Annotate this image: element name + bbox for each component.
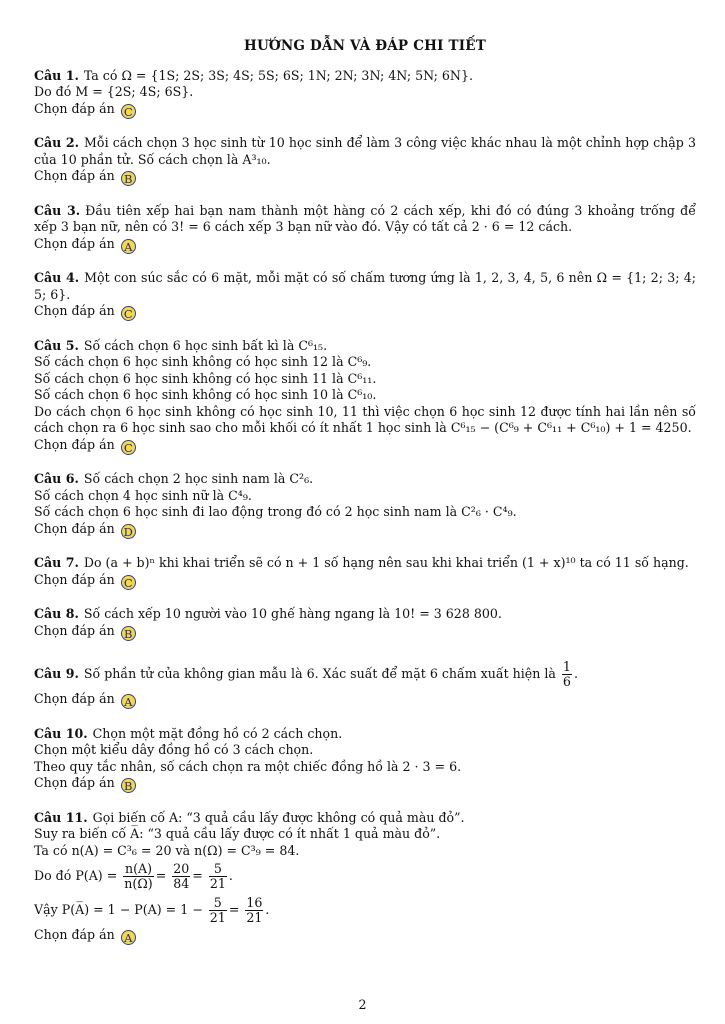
question-3 xyxy=(34,203,696,254)
solution-line: Số cách chọn 6 học sinh không có học sinh 11 là C⁶₁₁. xyxy=(34,370,377,386)
question-number: Câu 3. xyxy=(34,202,81,218)
fraction xyxy=(123,862,153,891)
question-number: Câu 4. xyxy=(34,270,80,285)
question-11 xyxy=(34,810,696,946)
fraction-numerator: 5 xyxy=(209,896,227,911)
question-9: Câu 9. Số phần tử của không gian mẫu là 6. Xác suất để mặt 6 chấm xuất hiện là $\frac{1}{6}$ . Chọn đáp án A xyxy=(34,659,578,709)
answer-prefix: Chọn đáp án xyxy=(34,168,115,183)
answer-badge: C xyxy=(121,575,136,590)
answer-prefix: Chọn đáp án xyxy=(34,436,115,452)
calc-lhs: Do đó P(A) = xyxy=(34,868,118,883)
answer-prefix: Chọn đáp án xyxy=(34,235,115,251)
question-4 xyxy=(34,270,696,321)
fraction-denominator: n(Ω) xyxy=(124,876,153,891)
answer-prefix: Chọn đáp án xyxy=(34,303,115,318)
fraction-numerator: 16 xyxy=(246,895,263,910)
page-title: HƯỚNG DẪN VÀ ĐÁP CHI TIẾT xyxy=(243,38,486,54)
question-number: Câu 7. xyxy=(34,555,79,570)
solution-line: Ta có Ω = {1S; 2S; 3S; 4S; 5S; 6S; 1N; 2N; 3N; 4N; 5N; 6N}. xyxy=(83,67,473,83)
fraction xyxy=(245,896,263,925)
solution-line: Do (a + b)ⁿ khi khai triển sẽ có n + 1 số hạng nên sau khi khai triển (1 + x)¹⁰ ta có 11 số hạng. xyxy=(83,555,689,570)
answer-prefix: Chọn đáp án xyxy=(34,520,115,536)
fraction xyxy=(209,862,227,891)
fraction-numerator: n(A) xyxy=(124,861,153,876)
answer-badge: B xyxy=(121,778,136,793)
calc-line-2: Vậy P(A̅) = 1 − P(A) = 1 − $\frac{5}{21}$ = $\frac{16}{21}$ . xyxy=(34,895,270,925)
answer-badge: A xyxy=(121,694,136,709)
answer-badge: C xyxy=(121,440,136,455)
solution-line: Chọn một mặt đồng hồ có 2 cách chọn. xyxy=(92,725,343,741)
solution-line: Đầu tiên xếp hai bạn nam thành một hàng có 2 cách xếp, khi đó có đúng 3 khoảng trống để xếp 3 bạn nữ, nên có 3! = 6 cách xếp 3 bạn nữ vào đó. Vậy có tất cả 2 · 6 = 12 cách. xyxy=(34,202,696,234)
solution-line: Một con súc sắc có 6 mặt, mỗi mặt có số chấm tương ứng là 1, 2, 3, 4, 5, 6 nên Ω = {1; 2; 3; 4; 5; 6}. xyxy=(34,270,697,302)
fraction-numerator: 5 xyxy=(209,862,227,877)
answer-prefix: Chọn đáp án xyxy=(34,775,115,790)
answer-prefix: Chọn đáp án xyxy=(34,622,115,638)
page-number: 2 xyxy=(358,997,367,1012)
fraction-denominator: 84 xyxy=(173,876,190,891)
fraction-denominator: 6 xyxy=(562,674,571,689)
solution-line: Ta có n(A) = C³₆ = 20 và n(Ω) = C³₉ = 84. xyxy=(34,842,300,858)
answer-prefix: Chọn đáp án xyxy=(34,100,115,116)
solution-line: Số cách chọn 6 học sinh đi lao động trong đó có 2 học sinh nam là C²₆ · C⁴₉. xyxy=(34,504,517,519)
answer-prefix: Chọn đáp án xyxy=(34,571,115,587)
solution-line: Gọi biến cố A: “3 quả cầu lấy được không có quả màu đỏ”. xyxy=(92,809,465,825)
document-page xyxy=(34,0,696,962)
question-number: Câu 9. xyxy=(34,666,79,681)
solution-line: Do cách chọn 6 học sinh không có học sinh 10, 11 thì việc chọn 6 học sinh 12 được tính hai lần nên số cách chọn ra 6 học sinh sao cho mỗi khối có ít nhất 1 học sinh là C⁶₁₅ − (C⁶₉ + C⁶₁₁ + C⁶₁₀) + 1 = 4250. xyxy=(34,403,696,435)
question-5 xyxy=(34,338,696,455)
question-10 xyxy=(34,726,696,794)
solution-line: Chọn một kiểu dây đồng hồ có 3 cách chọn. xyxy=(34,742,314,757)
question-1 xyxy=(34,68,696,119)
answer-prefix: Chọn đáp án xyxy=(34,927,115,942)
fraction xyxy=(209,896,227,925)
solution-line: Số cách chọn 2 học sinh nam là C²₆. xyxy=(83,471,314,486)
solution-line: Số cách chọn 6 học sinh bất kì là C⁶₁₅. xyxy=(83,337,328,353)
question-number: Câu 6. xyxy=(34,471,79,486)
question-number: Câu 8. xyxy=(34,606,79,621)
fraction-denominator: 21 xyxy=(209,876,226,891)
solution-line: Số cách chọn 6 học sinh không có học sinh 10 là C⁶₁₀. xyxy=(34,387,377,402)
fraction-numerator: 20 xyxy=(173,861,190,876)
question-number: Câu 5. xyxy=(34,337,79,353)
solution-line: Số cách xếp 10 người vào 10 ghế hàng ngang là 10! = 3 628 800. xyxy=(83,606,502,621)
question-number: Câu 1. xyxy=(34,67,79,83)
question-2 xyxy=(34,135,696,186)
solution-line: Số cách chọn 6 học sinh không có học sinh 12 là C⁶₉. xyxy=(34,354,372,369)
question-7 xyxy=(34,555,696,590)
question-number: Câu 2. xyxy=(34,135,79,150)
answer-badge: A xyxy=(121,930,136,945)
solution-line: Do đó M = {2S; 4S; 6S}. xyxy=(34,84,194,99)
answer-badge: A xyxy=(121,239,136,254)
fraction xyxy=(562,660,572,689)
solution-line: Mỗi cách chọn 3 học sinh từ 10 học sinh để làm 3 công việc khác nhau là một chỉnh hợp chập 3 của 10 phần tử. Số cách chọn là A³₁₀. xyxy=(34,135,696,167)
answer-badge: C xyxy=(121,306,136,321)
calc-lhs: Vậy P(A̅) = 1 − P(A) = 1 − xyxy=(34,902,203,917)
fraction-denominator: 21 xyxy=(246,910,263,925)
answer-badge: C xyxy=(121,104,136,119)
question-number: Câu 11. xyxy=(34,809,88,825)
calc-line-1: Do đó P(A) = $\frac{n(A)}{n(\Omega)}$ = $\frac{20}{84}$ = $\frac{5}{21}$ . xyxy=(34,861,233,891)
answer-badge: B xyxy=(121,171,136,186)
fraction-numerator: 1 xyxy=(562,659,571,674)
answer-badge: B xyxy=(121,626,136,641)
question-8 xyxy=(34,606,696,641)
fraction xyxy=(172,862,190,891)
solution-line: Số cách chọn 4 học sinh nữ là C⁴₉. xyxy=(34,487,252,503)
answer-prefix: Chọn đáp án xyxy=(34,691,115,706)
solution-line: Suy ra biến cố A̅: “3 quả cầu lấy được có ít nhất 1 quả màu đỏ”. xyxy=(34,826,441,841)
solution-line: Số phần tử của không gian mẫu là 6. Xác suất để mặt 6 chấm xuất hiện là xyxy=(83,666,556,681)
answer-badge: D xyxy=(121,524,136,539)
question-6 xyxy=(34,471,696,539)
question-number: Câu 10. xyxy=(34,725,88,741)
solution-line: Theo quy tắc nhân, số cách chọn ra một chiếc đồng hồ là 2 · 3 = 6. xyxy=(34,758,462,774)
fraction-denominator: 21 xyxy=(209,910,226,925)
